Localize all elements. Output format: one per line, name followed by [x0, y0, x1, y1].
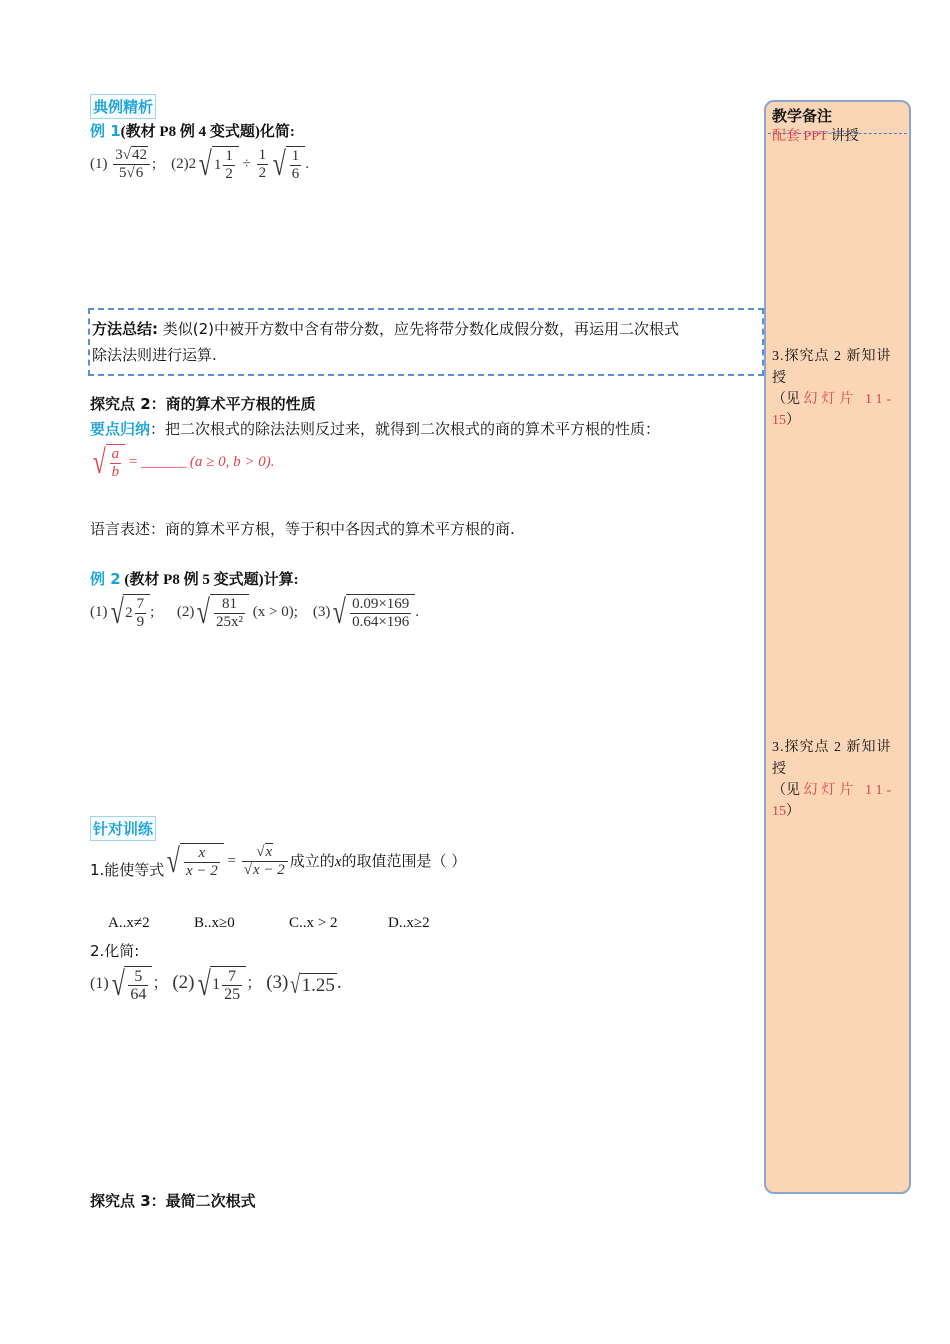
- formula-blank: ______: [141, 453, 187, 470]
- quotient-formula: √ $\frac{a}{b}$ = ______ (a ≥ 0, b > 0).: [92, 443, 275, 481]
- ex1-item2-coef: $\frac{1}{2}$: [258, 147, 267, 181]
- example2-text: (教材 P8 例 5 变式题)计算:: [120, 572, 299, 588]
- ex1-item2-prefix: (2)2: [171, 155, 197, 172]
- note1-line1: 3.探究点 2 新知讲: [772, 349, 892, 364]
- note2-line3: （见 幻灯片 11-: [772, 783, 896, 798]
- note1-line2: 授: [772, 371, 786, 386]
- q1-option-c: C..x > 2: [289, 915, 338, 931]
- example1-expressions: (1) $\frac{3√42}{5√6}$ ; (2)2√ 1 $\frac{1}{2}$ ÷ $\frac{1}{2}$ √ $\frac{1}{6}$ .: [90, 145, 309, 183]
- summary-text1: 类似(2)中被开方数中含有带分数，应先将带分数化成假分数，再运用二次根式: [158, 320, 680, 338]
- notes-title: 教学备注: [772, 109, 833, 125]
- note2-line2: 授: [772, 762, 786, 777]
- teaching-notes-panel: [764, 100, 911, 1194]
- section3-heading: 探究点 3：最简二次根式: [90, 1192, 256, 1210]
- note1-line4: 15）: [772, 413, 800, 428]
- example2-expressions: (1)√ 2 $\frac{7}{9}$ ; (2)√ $\frac{81}{\text{25x²}}$ (x > 0); (3)√ $\frac{0.09\times 169}{0.64\times 196}$ .: [90, 593, 420, 631]
- example2-title: [90, 568, 299, 589]
- note2-line1: 3.探究点 2 新知讲: [772, 740, 892, 755]
- summary-line1: [92, 318, 679, 339]
- example2-label: 例 2: [90, 570, 121, 588]
- q1-option-d: D..x≥2: [388, 915, 430, 931]
- ex1-item1-prefix: (1): [90, 155, 108, 172]
- ex1-divide: ÷: [242, 155, 251, 172]
- question2-expressions: (1)√ $\frac{5}{64}$ ； (2)√ 1 $\frac{7}{25}$ ； (3)√1.25 .: [90, 965, 342, 1003]
- method-summary-box: [88, 308, 764, 376]
- ex1-item1-fraction: $\frac{3√42}{5√6}$: [113, 147, 150, 182]
- section2-heading: 探究点 2：商的算术平方根的性质: [90, 395, 316, 413]
- ex1-item2-radical-b: √ $\frac{1}{6}$: [270, 146, 305, 183]
- language-description: 语言表述：商的算术平方根，等于积中各因式的算术平方根的商.: [90, 520, 515, 538]
- section-tag-examples: 典例精析: [90, 94, 156, 119]
- question2: 2.化简:: [90, 942, 140, 960]
- q1-option-a: A..x≠2: [108, 915, 150, 931]
- summary-line2: 除法法则进行运算.: [92, 346, 217, 364]
- ex1-item2-radical-a: √ 1 $\frac{1}{2}$: [196, 146, 239, 183]
- notes-ppt: 配套 PPT 讲授: [772, 129, 859, 144]
- key-points: [90, 418, 660, 439]
- summary-label: 方法总结:: [92, 320, 158, 338]
- key-points-text: ：把二次根式的除法法则反过来，就得到二次根式的商的算术平方根的性质：: [150, 420, 661, 438]
- note1-line3: （见 幻灯片 11-: [772, 392, 896, 407]
- section-tag-training: 针对训练: [90, 816, 156, 841]
- question1: 1.能使等式√ $\frac{x}{x - 2}$ = $\frac{√x}{√x - 2}$ 成立的x的取值范围是（ ）: [90, 842, 467, 880]
- q1-option-b: B..x≥0: [194, 915, 235, 931]
- ex1-sep: ;: [151, 155, 157, 172]
- example1-title: [90, 120, 295, 141]
- example1-text: (教材 P8 例 4 变式题)化简:: [120, 124, 295, 140]
- note2-line4: 15）: [772, 804, 800, 819]
- example1-label: 例 1: [90, 122, 121, 140]
- key-points-label: 要点归纳: [90, 420, 151, 438]
